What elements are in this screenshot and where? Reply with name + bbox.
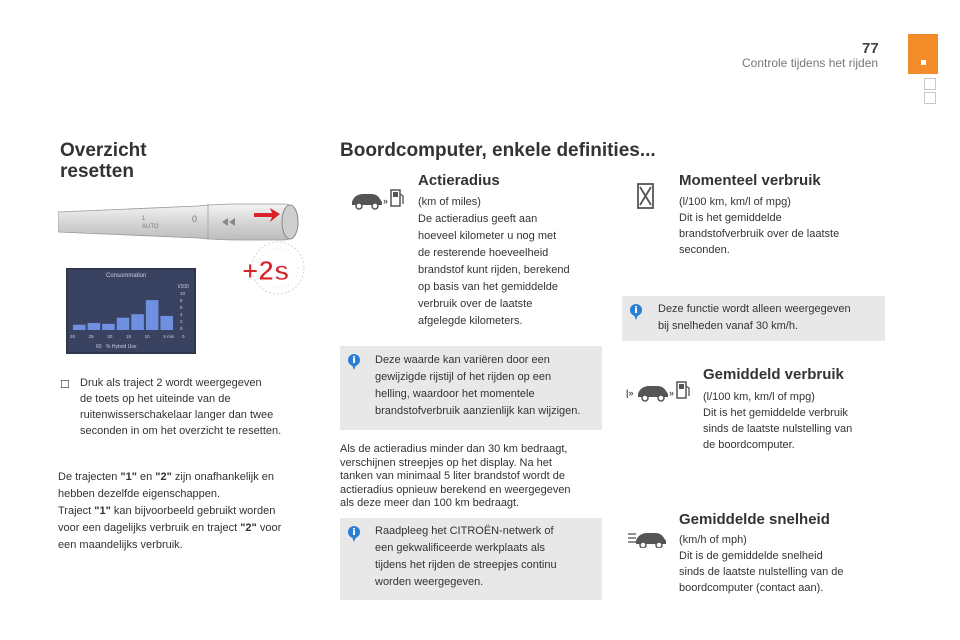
average-speed-icon (628, 526, 668, 548)
info-box-network (340, 518, 602, 600)
average-consumption-icon (626, 378, 692, 404)
x-tick-label: 20 (107, 334, 113, 339)
reset-instruction: Druk als traject 2 wordt weergegeven de toets op het uiteinde van de ruitenwisserschakelaar langer dan twee seconden in om het overzicht te resetten. (80, 377, 282, 437)
x-tick-label: 25 (88, 334, 94, 339)
chapter-tab (908, 34, 938, 74)
fuel-pump-icon (636, 180, 658, 210)
x-tick-label: 10 (144, 334, 150, 339)
two-seconds-badge (232, 240, 308, 298)
snelheid-text: (km/h of mph) Dit is de gemiddelde snelheid sinds de laatste nulstelling van de boordcomputer (contact aan). (679, 534, 844, 594)
consumption-bar (73, 325, 86, 330)
main-heading: Boordcomputer, enkele definities... (340, 140, 656, 161)
consumption-bar (102, 324, 115, 330)
info-box-variation (340, 346, 602, 430)
consumption-bar (131, 314, 144, 330)
svg-text:»: » (383, 196, 389, 206)
trips-paragraph: De trajecten "1" en "2" zijn onafhankelijk en hebben dezelfde eigenschappen. Traject "1" kan bijvoorbeeld gebruikt worden voor een dagelijks verbruik en traject "2" voor een maandelijks verbruik. (58, 471, 282, 551)
display-unit: l/100 (178, 284, 189, 290)
info-variation-text: Deze waarde kan variëren door een gewijzigde rijstijl of het rijden op een helling, waardoor het momentele brandstofverbruik aanzienlijk kan wijzigen. (375, 354, 581, 417)
y-tick-label: 2 (180, 319, 183, 324)
momenteel-text: (l/100 km, km/l of mpg) Dit is het gemiddelde brandstofverbruik over de laatste seconden. (679, 196, 840, 256)
hybrid-label: % Hybrid Use (106, 344, 137, 350)
y-tick-label: 6 (180, 305, 183, 310)
svg-text:0: 0 (192, 214, 198, 224)
dashes-paragraph: Als de actieradius minder dan 30 km bedraagt, verschijnen streepjes op het display. Na het tanken van minimaal 5 liter brandstof wordt de actieradius opnieuw berekend en weergegeven als deze meer dan 100 km bedraagt. (340, 443, 571, 509)
info-box-speed (622, 296, 885, 341)
svg-text:»: » (669, 388, 675, 398)
x-tick-label: 0 (182, 334, 185, 339)
page-marker-square (924, 78, 936, 90)
consumption-display (66, 268, 196, 354)
info-icon (348, 526, 360, 544)
y-tick-label: 10 (180, 291, 186, 296)
y-tick-label: 8 (180, 298, 183, 303)
bullet-symbol: ☐ (60, 379, 70, 391)
momenteel-title: Momenteel verbruik (679, 172, 821, 189)
page-number: 77 (862, 40, 879, 57)
snelheid-title: Gemiddelde snelheid (679, 511, 830, 528)
consumption-bar (146, 300, 159, 330)
consumption-bar (160, 316, 173, 330)
x-tick-label: 5 min (163, 334, 175, 339)
gemiddeld-title: Gemiddeld verbruik (703, 366, 844, 383)
gemiddeld-text: (l/100 km, km/l of mpg) Dit is het gemiddelde verbruik sinds de laatste nulstelling van de boordcomputer. (703, 391, 853, 451)
info-speed-text: Deze functie wordt alleen weergegeven bij snelheden vanaf 30 km/h. (658, 303, 851, 332)
info-icon (630, 304, 642, 322)
svg-text:1: 1 (142, 216, 146, 222)
badge-text: +2s (242, 255, 290, 286)
info-icon (348, 354, 360, 372)
y-tick-label: 0 (180, 326, 183, 331)
left-heading: Overzicht resetten (60, 140, 147, 182)
svg-text:AUTO: AUTO (142, 224, 159, 230)
page-marker-square (924, 92, 936, 104)
section-title: Controle tijdens het rijden (742, 56, 879, 70)
svg-text:|»: |» (626, 388, 634, 398)
info-network-text: Raadpleeg het CITROËN-netwerk of een gekwalificeerde werkplaats als tijdens het rijden de streepjes continu worden weergegeven. (375, 525, 557, 588)
actieradius-text: (km of miles) De actieradius geeft aan hoeveel kilometer u nog met de resterende hoeveelheid brandstof kunt rijden, berekend op basis van het gemiddelde verbruik over de laatste afgelegde kilometers. (418, 196, 570, 327)
actieradius-title: Actieradius (418, 172, 500, 189)
consumption-bar (117, 318, 130, 330)
x-tick-label: 30 (70, 334, 76, 339)
display-title: Consommation (106, 273, 147, 279)
range-icon (350, 186, 406, 212)
y-tick-label: 4 (180, 312, 183, 317)
x-tick-label: 15 (126, 334, 132, 339)
hybrid-value: 60 (96, 344, 102, 350)
tab-dot (921, 60, 926, 65)
consumption-bar (88, 323, 101, 330)
